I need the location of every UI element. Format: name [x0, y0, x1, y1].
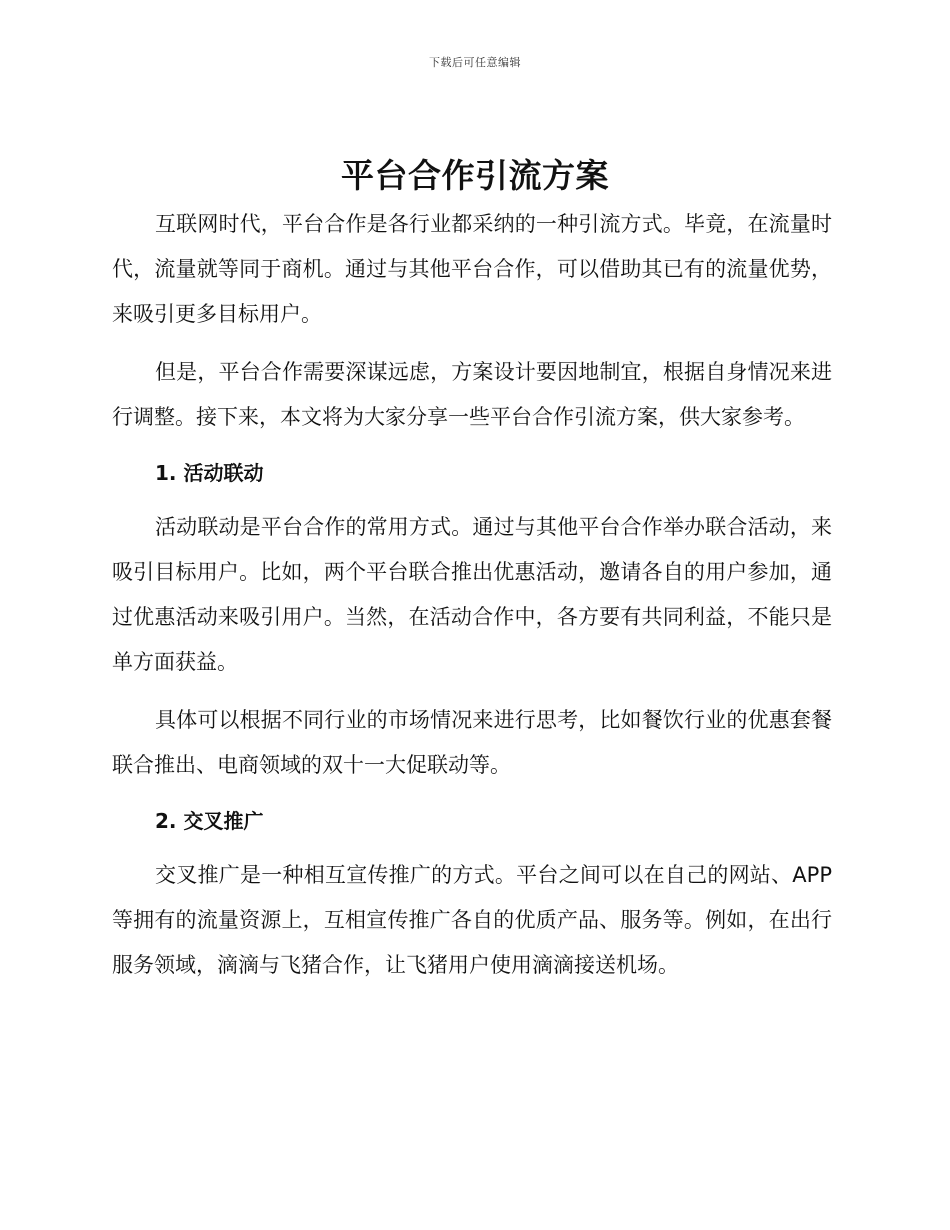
section-heading: 1. 活动联动 — [155, 461, 264, 485]
section-paragraph: 交叉推广是一种相互宣传推广的方式。平台之间可以在自己的网站、APP 等拥有的流量资源上，互相宣传推广各自的优质产品、服务等。例如，在出行服务领域，滴滴与飞猪合作，让飞猪用户使用滴滴接送机场。 — [112, 863, 832, 977]
intro-paragraph: 但是，平台合作需要深谋远虑，方案设计要因地制宜，根据自身情况来进行调整。接下来，本文将为大家分享一些平台合作引流方案，供大家参考。 — [112, 360, 832, 429]
document-body — [112, 202, 832, 1001]
section-heading: 2. 交叉推广 — [155, 809, 264, 833]
section-paragraph: 活动联动是平台合作的常用方式。通过与其他平台合作举办联合活动，来吸引目标用户。比如，两个平台联合推出优惠活动，邀请各自的用户参加，通过优惠活动来吸引用户。当然，在活动合作中，各方要有共同利益，不能只是单方面获益。 — [112, 515, 832, 674]
intro-paragraph: 互联网时代，平台合作是各行业都采纳的一种引流方式。毕竟，在流量时代，流量就等同于商机。通过与其他平台合作，可以借助其已有的流量优势，来吸引更多目标用户。 — [112, 212, 832, 326]
header-note: 下载后可任意编辑 — [429, 56, 521, 69]
section-paragraph: 具体可以根据不同行业的市场情况来进行思考，比如餐饮行业的优惠套餐联合推出、电商领域的双十一大促联动等。 — [112, 708, 832, 777]
document-title: 平台合作引流方案 — [341, 156, 609, 195]
